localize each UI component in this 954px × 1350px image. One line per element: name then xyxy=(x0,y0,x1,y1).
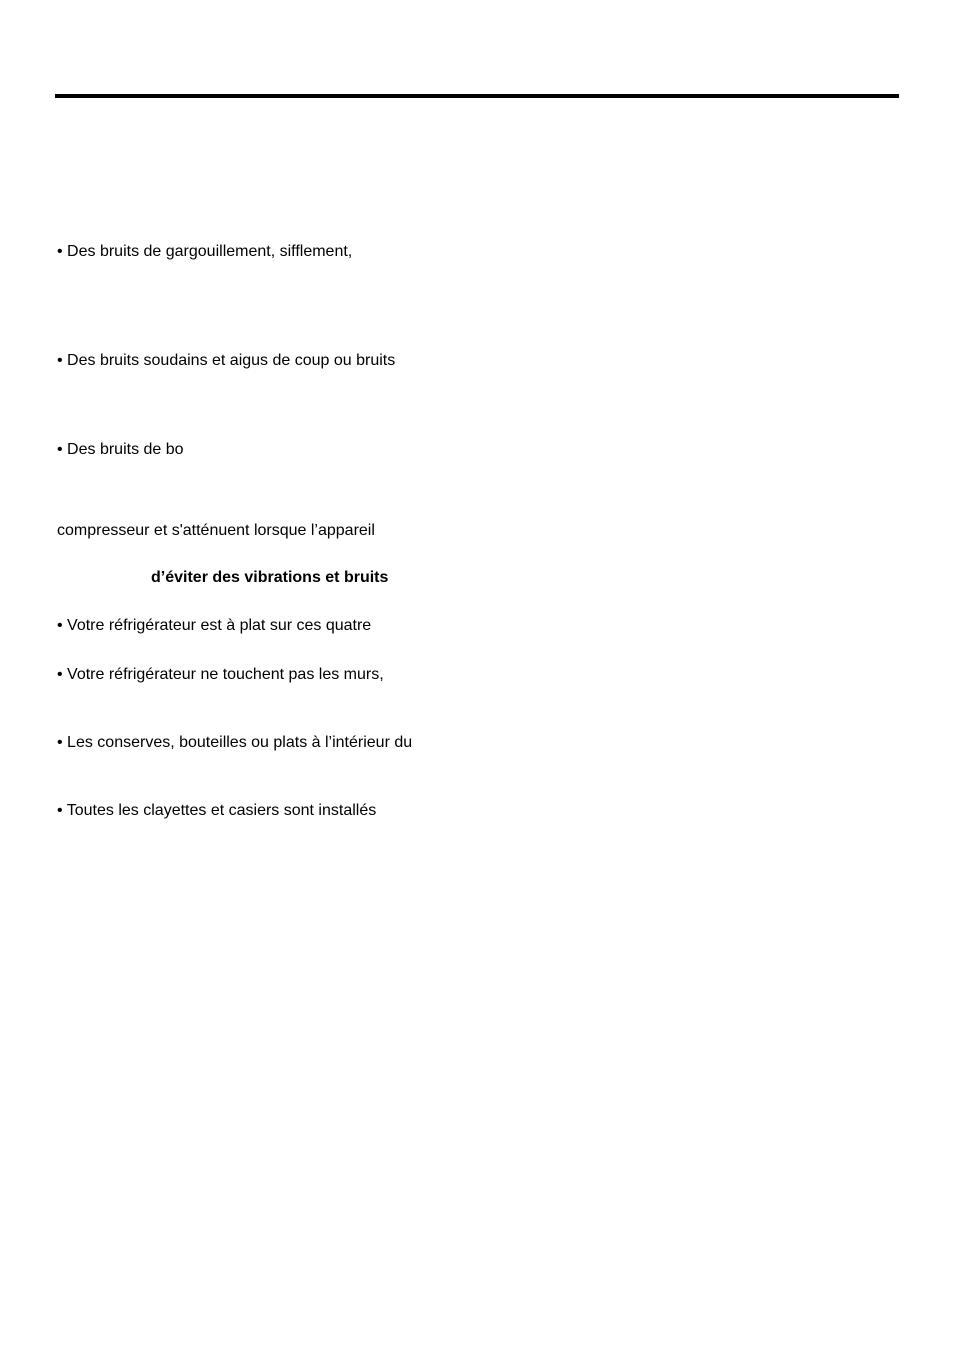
text-line-not-touching-walls: • Votre réfrigérateur ne touchent pas les murs, xyxy=(57,666,384,683)
text-line-sudden-noises: • Des bruits soudains et aigus de coup ou bruits xyxy=(57,352,396,369)
text-line-compressor: compresseur et s'atténuent lorsque l’appareil xyxy=(57,522,375,539)
text-line-shelves-installed: • Toutes les clayettes et casiers sont installés xyxy=(57,802,377,819)
text-line-gurgling-noises: • Des bruits de gargouillement, sifflement, xyxy=(57,243,353,260)
text-line-noises-fragment: • Des bruits de bo xyxy=(57,441,184,458)
section-heading-avoid-vibrations: d’éviter des vibrations et bruits xyxy=(151,569,389,586)
text-line-cans-bottles: • Les conserves, bouteilles ou plats à l’intérieur du xyxy=(57,734,413,751)
text-line-level-feet: • Votre réfrigérateur est à plat sur ces quatre xyxy=(57,617,372,634)
header-rule xyxy=(55,94,899,98)
